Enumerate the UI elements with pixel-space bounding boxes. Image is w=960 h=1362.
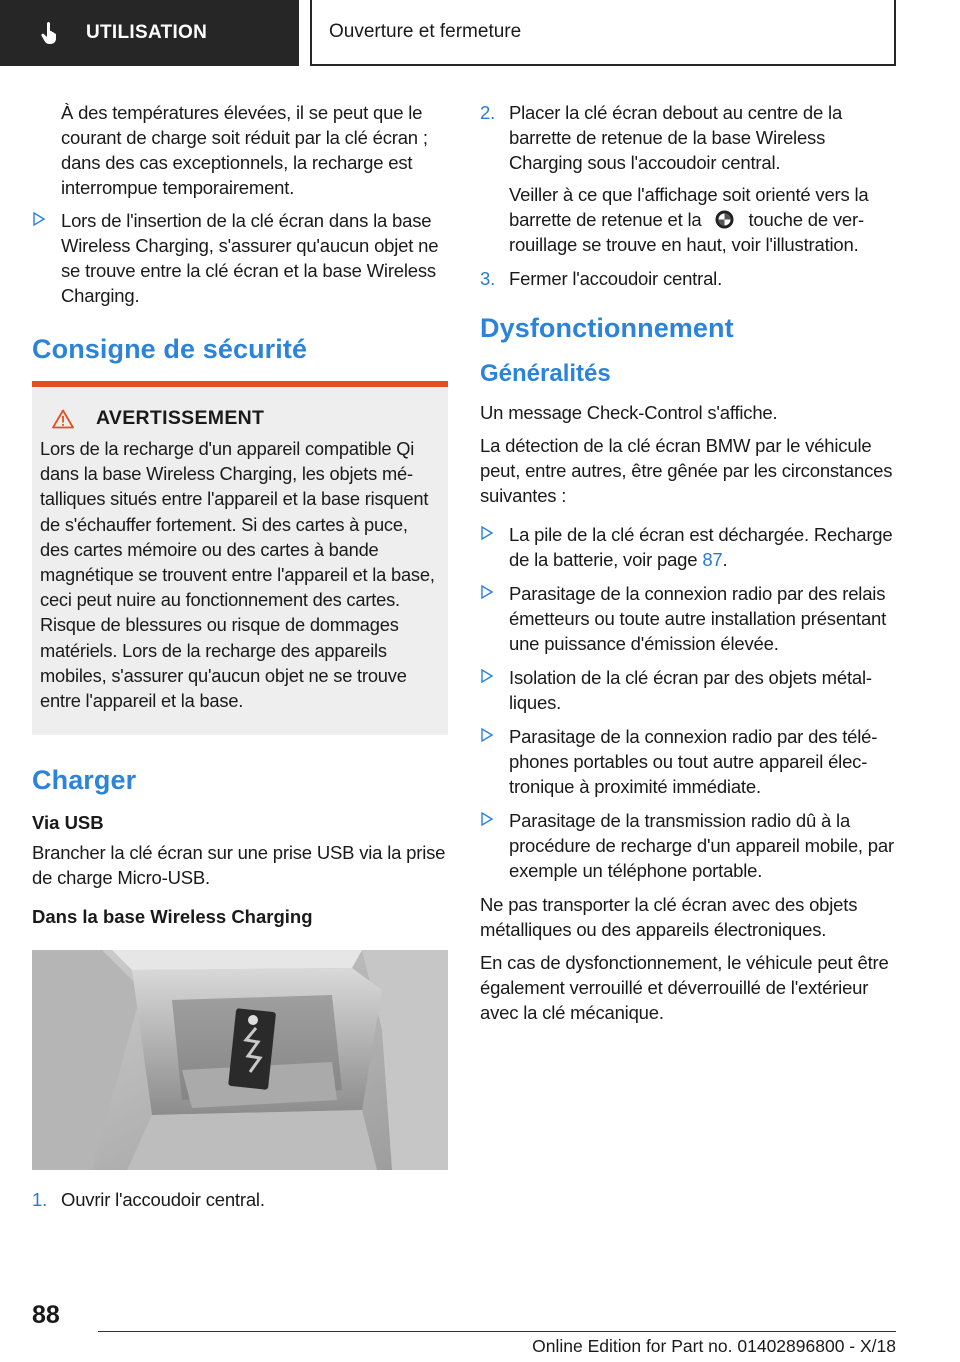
step-number: 2. xyxy=(480,102,496,123)
step-list-right xyxy=(480,100,895,291)
footer-edition: Online Edition for Part no. 01402896800 - X/18 xyxy=(532,1336,896,1356)
page-number: 88 xyxy=(32,1301,60,1329)
intro-paragraph: À des températures élevées, il se peut que le courant de charge soit réduit par la clé écran ; dans des cas exceptionnels, la recharge est interrompue temporairement. xyxy=(61,102,428,198)
bullet-text: Parasitage de la connexion radio par des téléphones portables ou tout autre appareil électronique à proximité immédiate. xyxy=(509,726,878,797)
header-chapter-box xyxy=(310,0,896,66)
general-paragraph-1: Un message Check-Control s'affiche. xyxy=(480,402,778,423)
bullet-text: Isolation de la clé écran par des objets métalliques. xyxy=(509,667,873,713)
list-item xyxy=(480,665,895,715)
charge-heading: Charger xyxy=(32,765,137,796)
closing-paragraph-1: Ne pas transporter la clé écran avec des objets métalliques ou des appareils électroniques. xyxy=(480,894,858,940)
bullet-text: Parasitage de la transmission radio dû à la procédure de recharge d'un appareil mobile, par exemple un téléphone portable. xyxy=(509,810,894,881)
hand-pointer-icon xyxy=(38,21,62,45)
triangle-bullet-icon xyxy=(481,812,493,826)
bullet-text: La pile de la clé écran est déchargée. Recharge de la batterie, voir page xyxy=(509,524,893,570)
armrest-charging-illustration xyxy=(32,950,448,1170)
usb-heading: Via USB xyxy=(32,812,104,834)
bmw-logo-icon xyxy=(715,210,734,229)
general-paragraph-2: La détection de la clé écran BMW par le véhicule peut, entre autres, être gênée par les circonstances suivantes : xyxy=(480,435,893,506)
wireless-heading: Dans la base Wireless Charging xyxy=(32,906,313,928)
list-item xyxy=(480,100,895,257)
bullet-text: Lors de l'insertion de la clé écran dans la base Wireless Charging, s'assurer qu'aucun objet ne se trouve entre la clé écran et la base Wireless Charging. xyxy=(61,210,439,306)
list-item xyxy=(32,1187,448,1212)
list-item xyxy=(480,724,895,799)
list-item xyxy=(480,581,895,656)
step-subtext-part: Veiller à ce que l'affichage soit orienté vers la barrette de retenue et la xyxy=(509,184,869,230)
bullet-text-end: . xyxy=(722,549,728,570)
closing-paragraph-2: En cas de dysfonctionnement, le véhicule peut être également verrouillé et déverrouillé de l'extérieur avec la clé mécanique. xyxy=(480,952,889,1023)
malfunction-heading: Dysfonctionnement xyxy=(480,313,734,343)
step-text: Ouvrir l'accoudoir central. xyxy=(61,1189,265,1211)
list-item xyxy=(32,208,448,308)
warning-triangle-icon xyxy=(52,409,74,429)
header-chapter-title: Ouverture et fermeture xyxy=(329,21,522,42)
safety-heading: Consigne de sécurité xyxy=(32,334,308,364)
list-item xyxy=(480,522,895,572)
right-bullet-list xyxy=(480,522,895,883)
bullet-text: Parasitage de la connexion radio par des relais émetteurs ou toute autre installation présentant une puissance d'émission élevée. xyxy=(509,583,887,654)
left-column xyxy=(32,100,448,1221)
triangle-bullet-icon xyxy=(481,728,493,742)
list-item xyxy=(480,808,895,883)
warning-text: Lors de la recharge d'un appareil compatible Qi dans la base Wireless Charging, les objets métalliques situés entre l'appareil et la base risquent de s'échauffer fortement. Si des cartes à puce, des cartes mémoire ou des cartes à bande magnétique se trouvent entre l'appareil et la base, ceci peut nuire au fonctionnement des cartes. Risque de blessures ou risque de dommages matériels. Lors de la recharge des appareils mobiles, s'assurer qu'aucun objet ne se trouve entre l'appareil et la base. xyxy=(40,438,435,712)
step-number: 3. xyxy=(480,268,496,289)
step-text: Fermer l'accoudoir central. xyxy=(509,268,723,289)
step-text: Placer la clé écran debout au centre de la barrette de retenue de la base Wireless Charging sous l'accoudoir central. xyxy=(509,102,843,173)
usb-text: Brancher la clé écran sur une prise USB via la prise de charge Micro-USB. xyxy=(32,842,446,889)
step-subtext-part: touche de verrouillage se trouve en haut, voir l'illustration. xyxy=(509,209,865,255)
step-subtext xyxy=(509,182,895,257)
general-heading: Généralités xyxy=(480,360,611,387)
header-section-title: UTILISATION xyxy=(86,22,208,43)
left-bullet-list xyxy=(32,208,448,308)
triangle-bullet-icon xyxy=(481,585,493,599)
warning-title-row xyxy=(40,407,440,430)
triangle-bullet-icon xyxy=(33,212,45,226)
warning-title: AVERTISSEMENT xyxy=(96,407,265,429)
header-section-tab xyxy=(0,0,299,66)
right-column xyxy=(480,100,895,1033)
triangle-bullet-icon xyxy=(481,526,493,540)
footer-divider xyxy=(98,1331,896,1332)
warning-box xyxy=(32,381,448,735)
step-number: 1. xyxy=(32,1189,48,1211)
list-item xyxy=(480,266,895,291)
page-reference-link[interactable]: 87 xyxy=(702,549,723,570)
step-list-left xyxy=(32,1187,448,1212)
triangle-bullet-icon xyxy=(481,669,493,683)
